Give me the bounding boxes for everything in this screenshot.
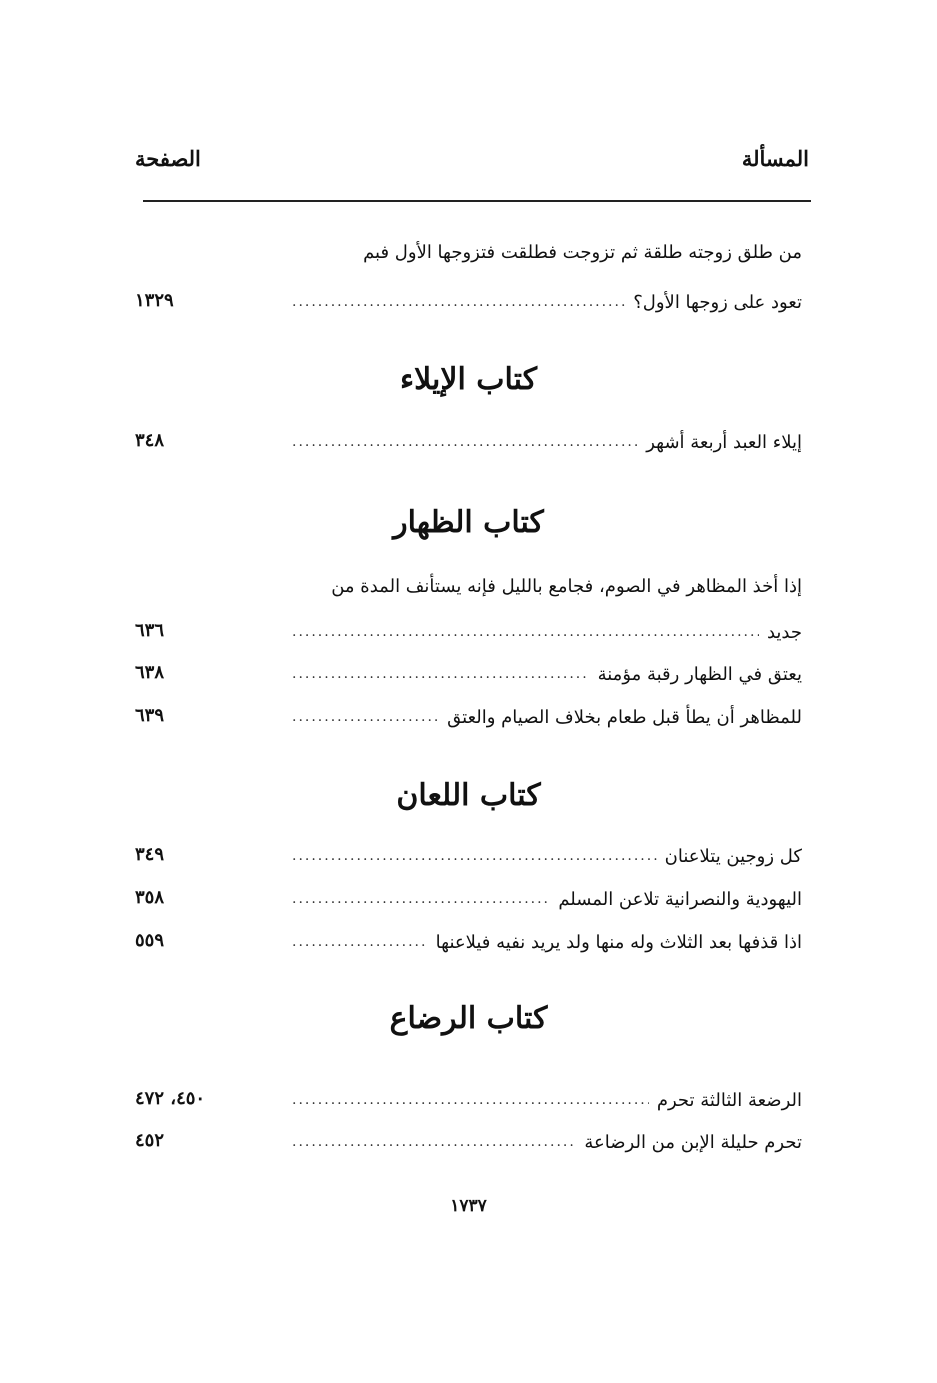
entry-page-number: ٥٥٩ (135, 930, 165, 951)
entry-text: إيلاء العبد أربعة أشهر (646, 431, 802, 453)
entry-text: جديد (766, 621, 802, 643)
entry-page-number: ١٣٢٩ (135, 290, 174, 311)
leader-dots (292, 624, 759, 640)
issue-column-header: المسألة (741, 146, 809, 171)
entry-page-number: ٦٣٨ (135, 662, 165, 683)
leader-dots (292, 1092, 649, 1108)
leader-dots (292, 709, 439, 725)
section-title: كتاب الرضاع (389, 1001, 548, 1036)
entry-page-number: ٦٣٩ (135, 705, 165, 726)
toc-entry (292, 424, 802, 460)
header-rule (143, 200, 811, 202)
toc-entry (292, 699, 802, 735)
toc-entry (292, 1124, 802, 1160)
page-column-header: الصفحة (135, 146, 201, 171)
toc-entry (292, 614, 802, 650)
toc-entry (292, 656, 802, 692)
entry-first-line: إذا أخذ المظاهر في الصوم، فجامع بالليل فإنه يستأنف المدة من (331, 576, 802, 597)
toc-entry (292, 1082, 802, 1118)
leader-dots (292, 891, 550, 907)
page-number: ١٧٣٧ (450, 1196, 487, 1216)
entry-page-number: ٣٤٩ (135, 844, 165, 865)
entry-text: يعتق في الظهار رقبة مؤمنة (597, 663, 802, 685)
entry-page-number: ٤٥٢ (135, 1130, 165, 1151)
toc-entry (292, 881, 802, 917)
toc-entry (292, 924, 802, 960)
section-title: كتاب الإيلاء (400, 362, 537, 397)
section-title: كتاب اللعان (396, 778, 541, 813)
section-title: كتاب الظهار (393, 505, 544, 540)
entry-text: تحرم حليلة الإبن من الرضاعة (584, 1131, 802, 1153)
leader-dots (292, 1134, 576, 1150)
entry-page-number: ٣٥٨ (135, 887, 165, 908)
entry-first-line: من طلق زوجته طلقة ثم تزوجت فطلقت فتزوجها الأول فبم (363, 242, 802, 263)
entry-page-number: ٤٥٠، ٤٧٢ (135, 1088, 206, 1109)
leader-dots (292, 934, 428, 950)
entry-text: كل زوجين يتلاعنان (664, 845, 802, 867)
leader-dots (292, 294, 625, 310)
entry-text: اليهودية والنصرانية تلاعن المسلم (558, 888, 802, 910)
leader-dots (292, 848, 657, 864)
entry-page-number: ٣٤٨ (135, 430, 165, 451)
toc-entry (292, 284, 802, 320)
entry-text: اذا قذفها بعد الثلاث وله منها ولد يريد نفيه فيلاعنها (435, 931, 802, 953)
leader-dots (292, 666, 590, 682)
entry-page-number: ٦٣٦ (135, 620, 165, 641)
entry-text: تعود على زوجها الأول؟ (633, 291, 802, 313)
entry-text: للمظاهر أن يطأ قبل طعام بخلاف الصيام والعتق (447, 706, 802, 728)
entry-text: الرضعة الثالثة تحرم (656, 1089, 802, 1111)
toc-entry (292, 838, 802, 874)
leader-dots (292, 434, 638, 450)
